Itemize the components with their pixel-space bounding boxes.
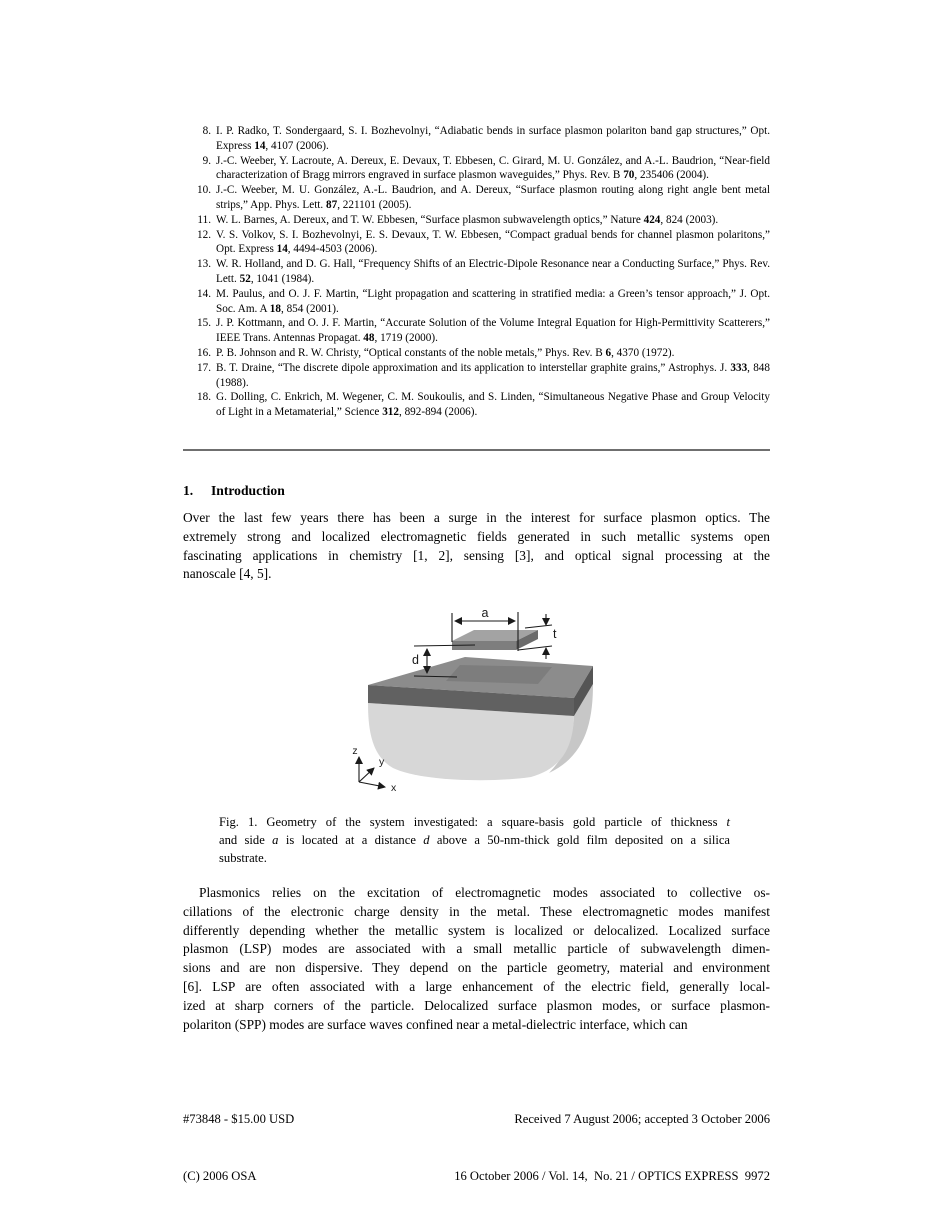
label-x: x [391,782,397,794]
label-z: z [352,745,358,757]
text-line: and side a is located at a distance d above a 50-nm-thick gold film deposited on a silica [219,833,731,847]
reference-text: J. P. Kottmann, and O. J. F. Martin, “Accurate Solution of the Volume Integral Equation for High-Permittivity Scatterers,” IEEE Trans. Antennas Propagat. 48, 1719 (2000). [216,317,770,345]
text-line: polariton (SPP) modes are surface waves confined near a metal-dielectric interface, which can [183,1016,688,1032]
section-number: 1. [183,483,194,498]
dim-t-tick-bottom [518,646,552,650]
footer-copyright: (C) 2006 OSA [183,1169,257,1184]
label-a: a [481,606,489,620]
footer-received-accepted: Received 7 August 2006; accepted 3 October 2006 [514,1111,770,1126]
text-line: ized at sharp corners of the particle. Delocalized surface plasmon modes, or surface plasmon- [183,997,770,1013]
text-line: substrate. [219,851,267,865]
reference-item [183,390,770,420]
substrate-front-face [368,703,574,780]
reference-number: 16. [197,346,211,359]
reference-number: 12. [197,228,211,241]
footer-article-id: #73848 - $15.00 USD [183,1111,295,1126]
reference-number: 10. [197,184,211,197]
reference-item [183,228,770,258]
axis-x [359,782,385,787]
reference-number: 15. [197,317,211,330]
intro-paragraph [183,509,770,584]
reference-item [183,183,770,213]
text-line: extremely strong and localized electromagnetic fields generated in such metallic systems open [183,528,770,544]
reference-list [183,124,770,420]
reference-item [183,154,770,184]
film-inner-square [446,665,552,684]
section-title: Introduction [211,483,285,498]
reference-number: 14. [197,287,211,300]
reference-item [183,287,770,317]
reference-text: G. Dolling, C. Enkrich, M. Wegener, C. M. Soukoulis, and S. Linden, “Simultaneous Negative Phase and Group Velocity of Light in a Metamaterial,” Science 312, 892-894 (2006). [216,391,770,419]
reference-item [183,361,770,391]
label-t: t [553,627,557,641]
footer-left [183,1071,294,1225]
reference-number: 11. [197,213,211,226]
reference-text: B. T. Draine, “The discrete dipole approximation and its application to interstellar graphite grains,” Astrophys. J. 333, 848 (1988). [216,361,770,389]
reference-item [183,213,770,228]
reference-item [183,124,770,154]
footer-right [454,1071,770,1225]
text-line: [6]. LSP are often associated with a large enhancement of the electric field, generally local- [183,978,770,994]
text-line: sions and are non dispersive. They depend on the particle geometry, material and environment [183,960,770,976]
body-paragraph [183,884,770,1034]
reference-item [183,346,770,361]
page-footer [183,1071,770,1225]
reference-number: 9. [202,154,211,167]
text-line: fascinating applications in chemistry [1, 2], sensing [3], and optical signal processing at the [183,547,770,563]
reference-text: W. L. Barnes, A. Dereux, and T. W. Ebbesen, “Surface plasmon subwavelength optics,” Nature 424, 824 (2003). [216,213,719,226]
reference-text: M. Paulus, and O. J. F. Martin, “Light propagation and scattering in stratified media: a Green’s tensor approach,” J. Opt. Soc. Am. A 18, 854 (2001). [216,287,770,315]
text-line: plasmon (LSP) modes are associated with a small metallic particle of subwavelength dimen- [183,941,770,957]
text-line: Fig. 1. Geometry of the system investigated: a square-basis gold particle of thickness t [219,815,730,829]
reference-text: J.-C. Weeber, Y. Lacroute, A. Dereux, E. Devaux, T. Ebbesen, C. Girard, M. U. González, and A.-L. Baudrion, “Near-field characterization of Bragg mirrors engraved in surface plasmon waveguides,” Phys. Rev. B 70, 235406 (2004). [216,154,770,182]
reference-number: 8. [202,125,211,137]
text-line: nanoscale [4, 5]. [183,566,272,582]
reference-number: 17. [197,361,211,374]
reference-text: J.-C. Weeber, M. U. González, A.-L. Baudrion, and A. Dereux, “Surface plasmon routing along right angle bent metal strips,” App. Phys. Lett. 87, 221101 (2005). [216,184,770,211]
text-line: cillations of the electronic charge density in the metal. These electromagnetic modes manifest [183,903,770,919]
label-d: d [412,653,419,667]
footer-journal-line: 16 October 2006 / Vol. 14, No. 21 / OPTICS EXPRESS 9972 [454,1169,770,1184]
dim-t-tick-top [525,625,552,628]
section-divider [183,449,770,451]
section-heading [183,483,770,499]
label-y: y [379,756,385,768]
figure-caption [219,813,730,867]
reference-text: I. P. Radko, T. Sondergaard, S. I. Bozhevolnyi, “Adiabatic bends in surface plasmon polariton band gap structures,” Opt. Express 14, 4107 (2006). [216,125,770,152]
reference-text: V. S. Volkov, S. I. Bozhevolnyi, E. S. Devaux, T. W. Ebbesen, “Compact gradual bends for channel plasmon polaritons,” Opt. Express 14, 4494-4503 (2006). [216,228,770,256]
reference-number: 18. [197,391,211,404]
text-line: Plasmonics relies on the excitation of electromagnetic modes associated to collective os- [199,885,770,900]
reference-text: P. B. Johnson and R. W. Christy, “Optical constants of the noble metals,” Phys. Rev. B 6, 4370 (1972). [216,346,675,359]
text-line: differently depending whether the metallic system is localized or delocalized. Localized surface [183,922,770,938]
reference-text: W. R. Holland, and D. G. Hall, “Frequency Shifts of an Electric-Dipole Resonance near a Conducting Surface,” Phys. Rev. Lett. 52, 1041 (1984). [216,258,770,285]
reference-item [183,316,770,346]
axis-y [359,768,374,782]
text-line: Over the last few years there has been a surge in the interest for surface plasmon optics. The [183,510,770,525]
figure-1-geometry [335,598,647,806]
reference-item [183,257,770,287]
reference-number: 13. [197,258,211,271]
